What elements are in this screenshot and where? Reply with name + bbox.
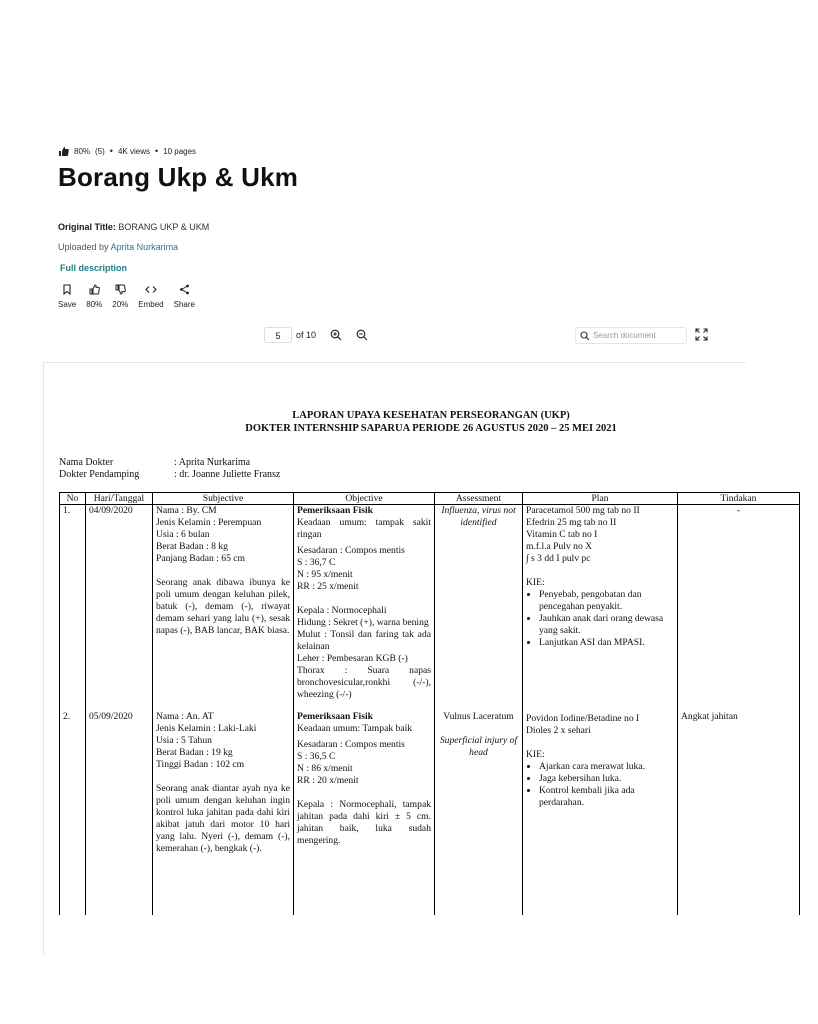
code-icon	[145, 284, 157, 295]
plan-line: m.f.l.a Pulv no X	[526, 541, 593, 552]
header-tindakan: Tindakan	[678, 493, 800, 505]
downvote-button[interactable]	[112, 284, 128, 309]
page-navigator	[264, 327, 368, 343]
header-date: Hari/Tanggal	[86, 493, 153, 505]
thumbs-down-icon	[115, 284, 126, 295]
rating-value: 80%	[74, 146, 91, 156]
page-total: of 10	[296, 330, 317, 340]
plan-line: Dioles 2 x sehari	[526, 725, 591, 736]
row-date: 05/09/2020	[86, 711, 153, 915]
page-title: Borang Ukp & Ukm	[58, 162, 299, 192]
objective-line: Keadaan umum: Tampak baik	[297, 723, 413, 734]
author-link[interactable]: Aprita Nurkarima	[110, 242, 179, 252]
list-item: • Penyebab, pengobatan dan pencegahan penyakit.	[539, 589, 674, 613]
subjective-narrative: Seorang anak diantar ayah nya ke poli umum dengan keluhan ingin kontrol luka jahitan pada dahi kiri akibat jatuh dari motor 10 hari yang lalu. Nyeri (-), demam (-), kemerahan (-), bengkak (-).	[156, 783, 290, 854]
row-assessment: Influenza, virus not identified	[435, 505, 523, 702]
save-label: Save	[58, 300, 77, 309]
objective-title: Pemeriksaan Fisik	[297, 711, 373, 722]
header-subjective: Subjective	[153, 493, 294, 505]
share-label: Share	[173, 300, 195, 309]
table-row	[60, 505, 800, 702]
row-tindakan: Angkat jahitan	[678, 711, 800, 915]
objective-line: RR : 25 x/menit	[297, 581, 359, 592]
row-date: 04/09/2020	[86, 505, 153, 702]
row-spacer	[60, 701, 800, 711]
row-number: 1.	[60, 505, 86, 702]
assessment-diagnosis: Vulnus Laceratum	[443, 711, 514, 722]
table-header-row	[60, 493, 800, 505]
embed-button[interactable]	[138, 284, 163, 309]
table-row	[60, 711, 800, 915]
list-item: • Jauhkan anak dari orang dewasa yang sakit.	[539, 613, 674, 637]
subjective-line: Jenis Kelamin : Perempuan	[156, 517, 262, 528]
header-objective: Objective	[294, 493, 435, 505]
objective-line: Kesadaran : Compos mentis	[297, 739, 405, 750]
objective-line: S : 36,7 C	[297, 557, 336, 568]
objective-line: Mulut : Tonsil dan faring tak ada kelainan	[297, 629, 431, 652]
views-count: 4K views	[117, 146, 150, 156]
zoom-out-icon[interactable]	[356, 329, 368, 341]
objective-line: Keadaan umum: tampak sakit ringan	[297, 517, 431, 540]
action-bar	[58, 284, 205, 309]
separator: •	[109, 146, 113, 156]
save-button[interactable]	[58, 284, 76, 309]
header-plan: Plan	[523, 493, 678, 505]
kie-list	[526, 761, 674, 809]
upvote-label: 80%	[86, 300, 103, 309]
search-placeholder: Search document	[593, 331, 656, 340]
doctor-label: Nama Dokter	[59, 457, 114, 468]
subjective-line: Berat Badan : 19 kg	[156, 747, 233, 758]
rating-count: (5)	[95, 146, 105, 156]
doctor-value: : Aprita Nurkarima	[174, 457, 251, 468]
objective-line: Kepala : Normocephali	[297, 605, 387, 616]
row-plan	[523, 711, 678, 915]
objective-line: S : 36,5 C	[297, 751, 336, 762]
subjective-line: Usia : 5 Tahun	[156, 735, 212, 746]
objective-line: Leher : Pembesaran KGB (-)	[297, 653, 408, 664]
subjective-narrative: Seorang anak dibawa ibunya ke poli umum dengan keluhan pilek, batuk (-), demam (-), riwayat demam sehari yang lalu (+), sesak napas (-), BAB lancar, BAK biasa.	[156, 577, 290, 636]
ukp-table	[59, 492, 800, 915]
row-plan	[523, 505, 678, 702]
document-heading: LAPORAN UPAYA KESEHATAN PERSEORANGAN (UKP)	[292, 410, 570, 421]
list-item: • Jaga kebersihan luka.	[539, 773, 674, 785]
page-number-input[interactable]: 5	[264, 327, 292, 343]
subjective-line: Panjang Badan : 65 cm	[156, 553, 245, 564]
plan-line: Efedrin 25 mg tab no II	[526, 517, 617, 528]
thumbs-up-icon	[89, 284, 100, 295]
uploaded-by-label: Uploaded by	[58, 242, 109, 252]
kie-label: KIE:	[526, 577, 545, 588]
list-item: • Ajarkan cara merawat luka.	[539, 761, 674, 773]
objective-line: Hidung : Sekret (+), warna bening	[297, 617, 429, 628]
original-title	[58, 222, 209, 232]
row-subjective	[153, 505, 294, 702]
search-document-field[interactable]	[575, 327, 687, 344]
objective-line: Thorax : Suara napas bronchovesicular,ronkhi (-/-), wheezing (-/-)	[297, 665, 431, 700]
subjective-line: Nama : An. AT	[156, 711, 214, 722]
supervisor-value: : dr. Joanne Juliette Fransz	[174, 469, 281, 480]
kie-list	[526, 589, 674, 649]
doctor-info	[59, 457, 250, 468]
kie-label: KIE:	[526, 749, 545, 760]
search-icon	[580, 331, 590, 341]
supervisor-label: Dokter Pendamping	[59, 469, 140, 480]
fullscreen-icon[interactable]	[695, 328, 708, 341]
objective-line: Kesadaran : Compos mentis	[297, 545, 405, 556]
subjective-line: Berat Badan : 8 kg	[156, 541, 228, 552]
share-button[interactable]	[174, 284, 195, 309]
row-objective	[294, 505, 435, 702]
header-assessment: Assessment	[435, 493, 523, 505]
downvote-label: 20%	[112, 300, 129, 309]
pages-count: 10 pages	[163, 146, 197, 156]
subjective-line: Jenis Kelamin : Laki-Laki	[156, 723, 257, 734]
plan-line: ∫ s 3 dd I pulv pc	[526, 553, 591, 564]
upvote-button[interactable]	[86, 284, 102, 309]
row-tindakan: -	[678, 505, 800, 702]
list-item: • Kontrol kembali jika ada perdarahan.	[539, 785, 674, 809]
supervisor-info	[59, 469, 280, 480]
subjective-line: Nama : By. CM	[156, 505, 217, 516]
document-page	[43, 362, 757, 955]
row-number: 2.	[60, 711, 86, 915]
zoom-in-icon[interactable]	[330, 329, 342, 341]
objective-title: Pemeriksaan Fisik	[297, 505, 373, 516]
original-title-value: BORANG UKP & UKM	[118, 222, 210, 232]
row-objective	[294, 711, 435, 915]
plan-line: Povidon Iodine/Betadine no I	[526, 713, 640, 724]
objective-line: N : 86 x/menit	[297, 763, 353, 774]
row-subjective	[153, 711, 294, 915]
list-item: • Lanjutkan ASI dan MPASI.	[539, 637, 674, 649]
share-icon	[179, 284, 190, 295]
assessment-icd: Superficial injury of head	[439, 735, 518, 758]
full-description-link[interactable]: Full description	[60, 263, 128, 273]
plan-line: Paracetamol 500 mg tab no II	[526, 505, 640, 516]
separator: •	[154, 146, 159, 156]
thumbs-up-icon	[59, 147, 69, 156]
objective-line: RR : 20 x/menit	[297, 775, 359, 786]
header-no: No	[60, 493, 86, 505]
objective-line: N : 95 x/menit	[297, 569, 353, 580]
subjective-line: Tinggi Badan : 102 cm	[156, 759, 245, 770]
original-title-label: Original Title:	[58, 222, 116, 232]
document-stats	[59, 146, 196, 156]
row-assessment	[435, 711, 523, 915]
document-subheading: DOKTER INTERNSHIP SAPARUA PERIODE 26 AGUSTUS 2020 – 25 MEI 2021	[245, 423, 617, 434]
bookmark-icon	[62, 284, 72, 295]
uploaded-by	[58, 242, 178, 252]
subjective-line: Usia : 6 bulan	[156, 529, 210, 540]
plan-line: Vitamin C tab no I	[526, 529, 598, 540]
embed-label: Embed	[138, 300, 164, 309]
objective-line: Kepala : Normocephali, tampak jahitan pada dahi kiri ± 5 cm. jahitan baik, luka sudah mengering.	[297, 799, 431, 846]
